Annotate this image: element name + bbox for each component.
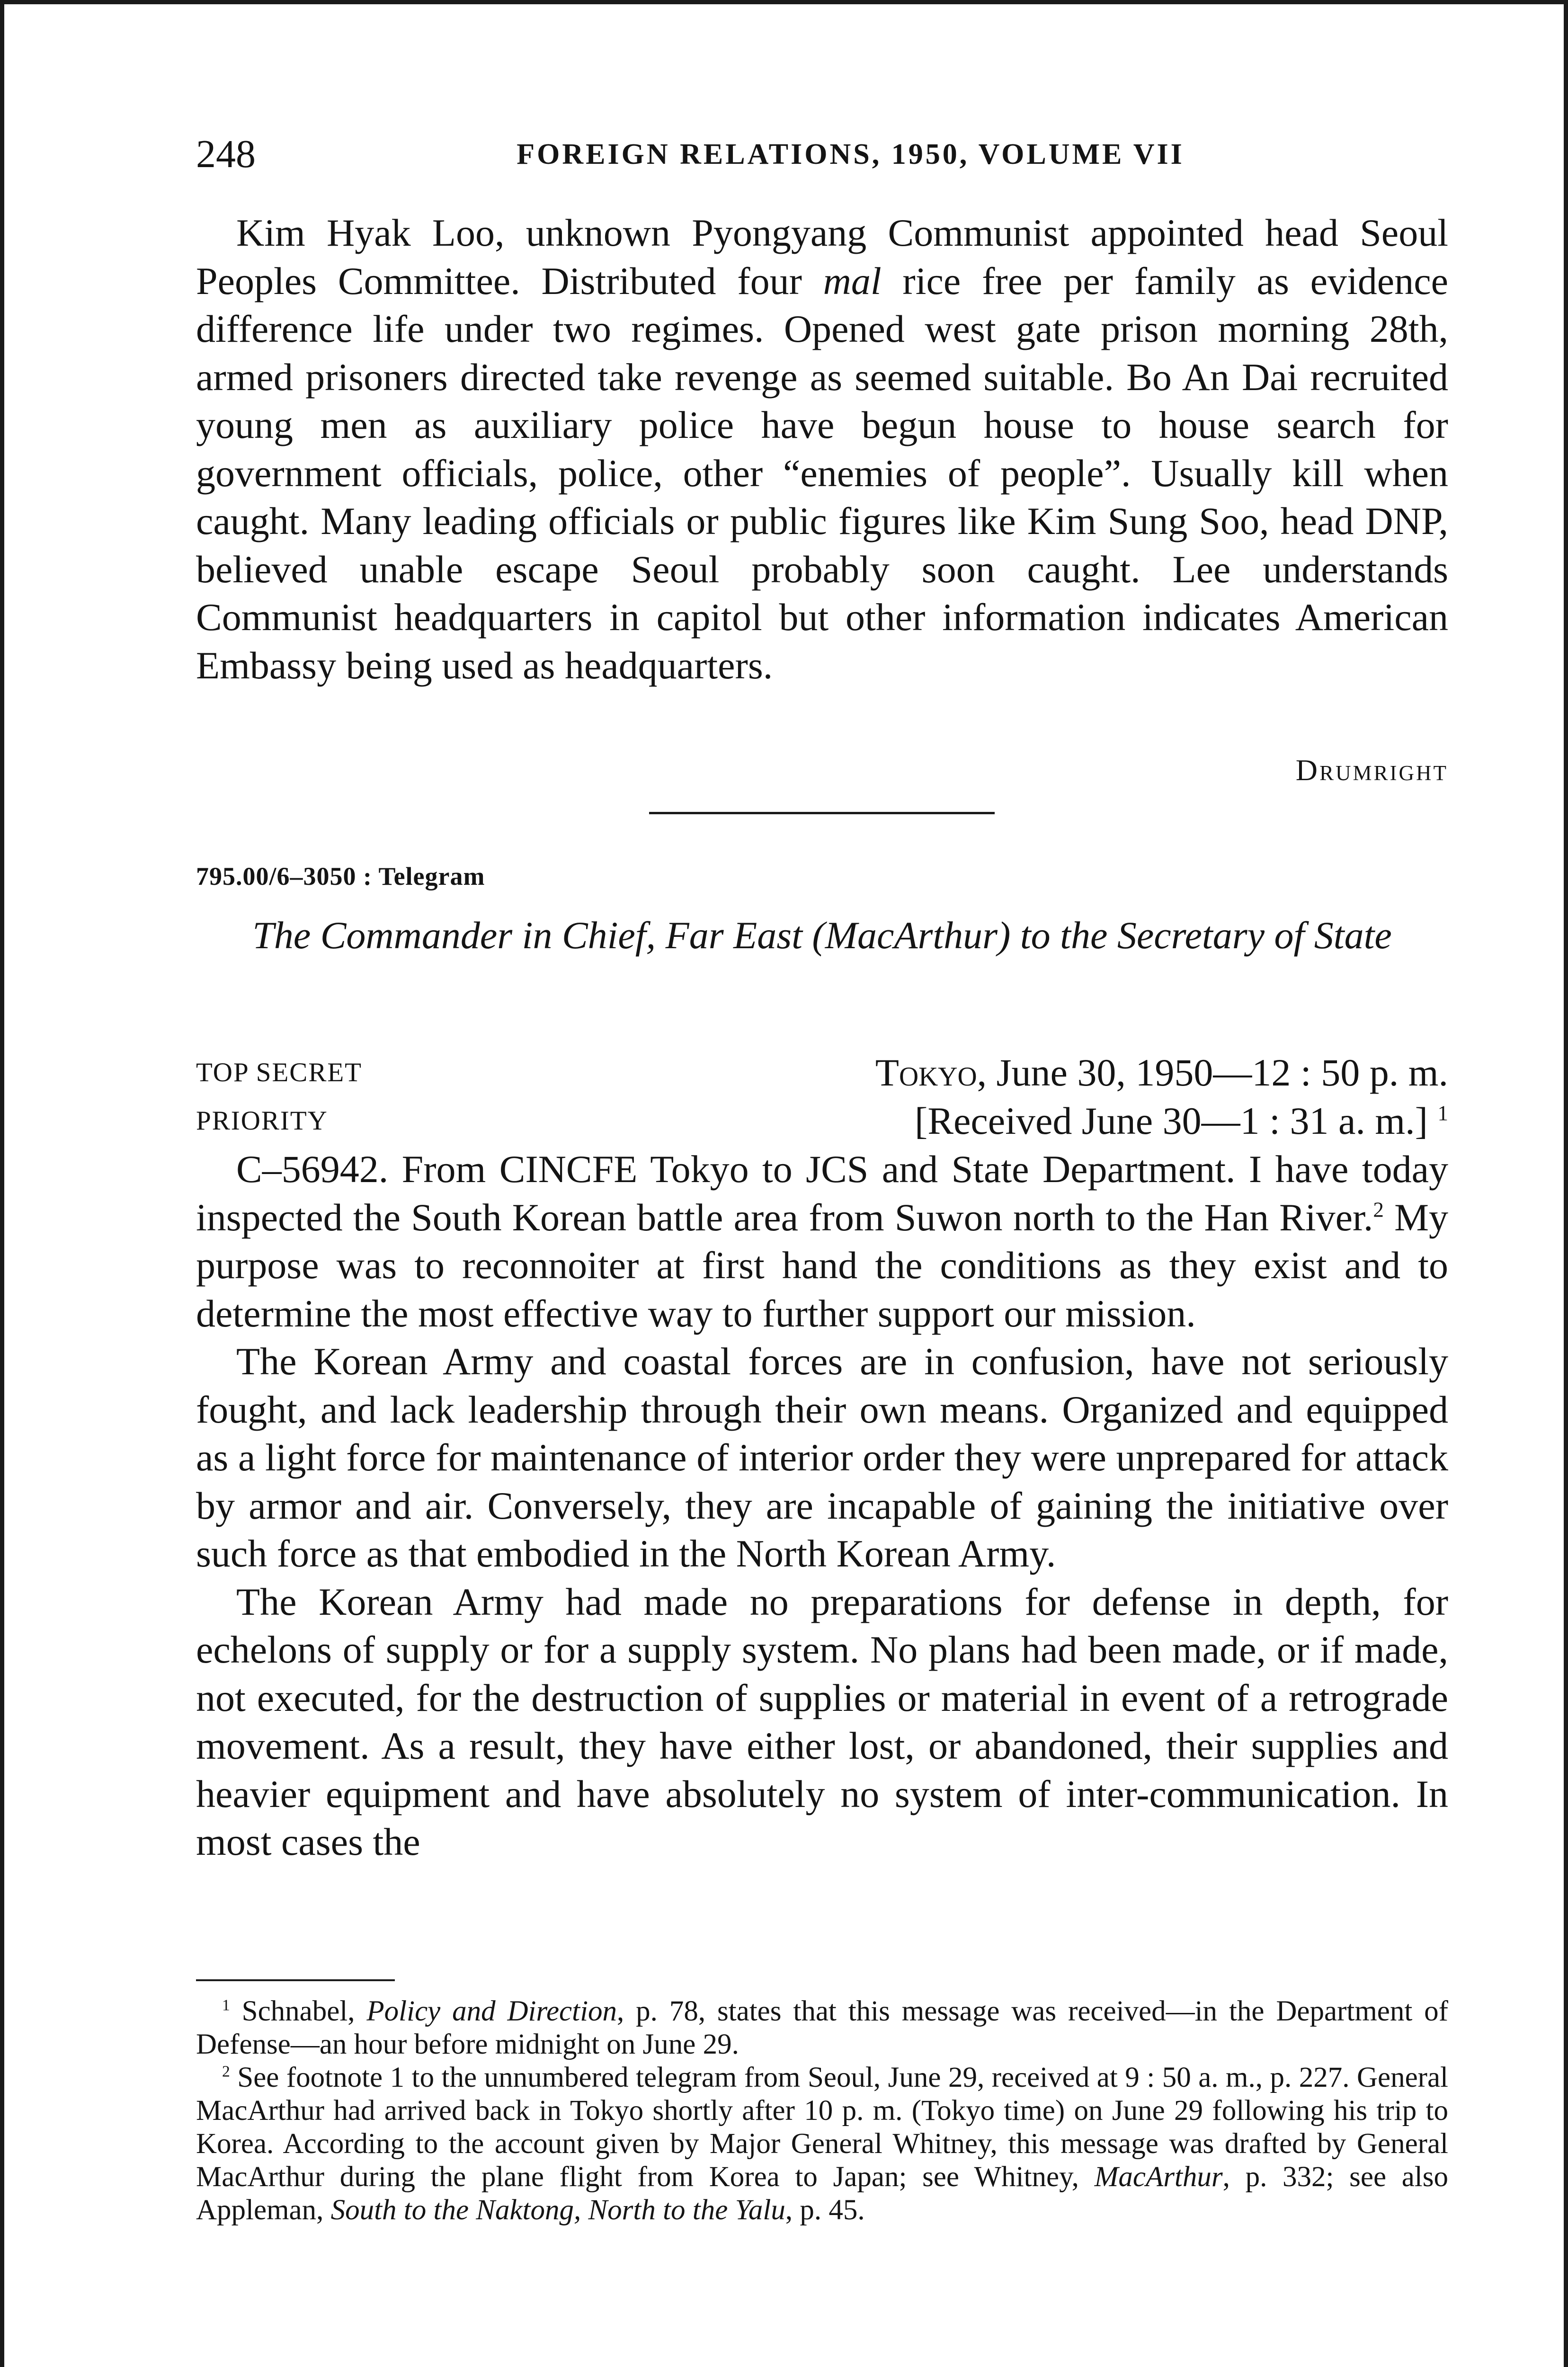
footnote-1: $^1$ Schnabel, Policy and Direction, p. 78, states that this message was received—in the Department of Defense—an hour before midnight on June 29. [196, 1995, 1448, 2060]
dateline [875, 1049, 1448, 1097]
section-divider [649, 812, 995, 814]
telegram-body [196, 1145, 1448, 1866]
continuation-block [196, 209, 1448, 689]
signature-row [196, 747, 1448, 794]
footnote-2: $^2$ See footnote 1 to the unnumbered telegram from Seoul, June 29, received at 9 : 50 a. m., p. 227. General MacArthur had arrived back in Tokyo shortly after 10 p. m. (Tokyo time) on June 29 following his trip to Korea. According to the account given by Major General Whitney, this message was drafted by General MacArthur during the plane flight from Korea to Japan; see Whitney, MacArthur, p. 332; see also Appleman, South to the Naktong, North to the Yalu, p. 45. [196, 2062, 1448, 2226]
footnote-ref-1: 1 [1437, 1101, 1448, 1125]
page-number: 248 [196, 132, 256, 176]
signature: Drumright [1295, 753, 1448, 787]
footnote-ref-2: 2 [1373, 1198, 1384, 1222]
continuation-paragraph: Kim Hyak Loo, unknown Pyongyang Communist appointed head Seoul Peoples Committee. Distributed four mal rice free per family as evidence difference life under two regimes. Opened west gate prison morning 28th, armed prisoners directed take revenge as seemed suitable. Bo An Dai recruited young men as auxiliary police have begun house to house search for government officials, police, other “enemies of people”. Usually kill when caught. Many leading officials or public figures like Kim Sung Soo, head DNP, believed unable escape Seoul probably soon caught. Lee understands Communist headquarters in capitol but other information indicates American Embassy being used as headquarters. [196, 211, 1448, 687]
telegram-metadata [196, 1049, 1448, 1145]
paragraph-2: The Korean Army and coastal forces are in confusion, have not seriously fought, and lack leadership through their own means. Organized and equipped as a light force for maintenance of interior order they were unprepared for attack by armor and air. Conversely, they are incapable of gaining the initiative over such force as that embodied in the North Korean Army. [196, 1340, 1448, 1575]
document-title-block [196, 912, 1448, 959]
document-title: The Commander in Chief, Far East (MacArthur) to the Secretary of State [252, 914, 1392, 957]
footnote-divider [196, 1979, 395, 1981]
classification-label: TOP SECRET [196, 1058, 362, 1087]
received-line: [Received June 30—1 : 31 a. m.] $^1$ [915, 1099, 1448, 1142]
dateline-place: Tokyo [875, 1051, 977, 1094]
document-reference: 795.00/6–3050 : Telegram [196, 862, 485, 890]
classification-row [196, 1049, 1448, 1097]
page-header [196, 128, 1448, 180]
paragraph-1: C–56942. From CINCFE Tokyo to JCS and State Department. I have today inspected the South Korean battle area from Suwon north to the Han River.$^2$ My purpose was to reconnoiter at first hand the conditions as they exist and to determine the most effective way to further support our mission. [196, 1148, 1448, 1335]
document-reference-row [196, 857, 1448, 895]
footnotes [196, 1995, 1448, 2227]
italic-term-mal: mal [823, 259, 882, 303]
running-title: FOREIGN RELATIONS, 1950, VOLUME VII [517, 138, 1185, 170]
priority-label: PRIORITY [196, 1106, 328, 1136]
dateline-time: , June 30, 1950—12 : 50 p. m. [977, 1051, 1448, 1094]
priority-row [196, 1097, 1448, 1145]
paragraph-3: The Korean Army had made no preparations for defense in depth, for echelons of supply or for a supply system. No plans had been made, or if made, not executed, for the destruction of supplies or material in event of a retrograde movement. As a result, they have either lost, or abandoned, their supplies and heavier equipment and have absolutely no system of inter-communication. In most cases the [196, 1580, 1448, 1863]
